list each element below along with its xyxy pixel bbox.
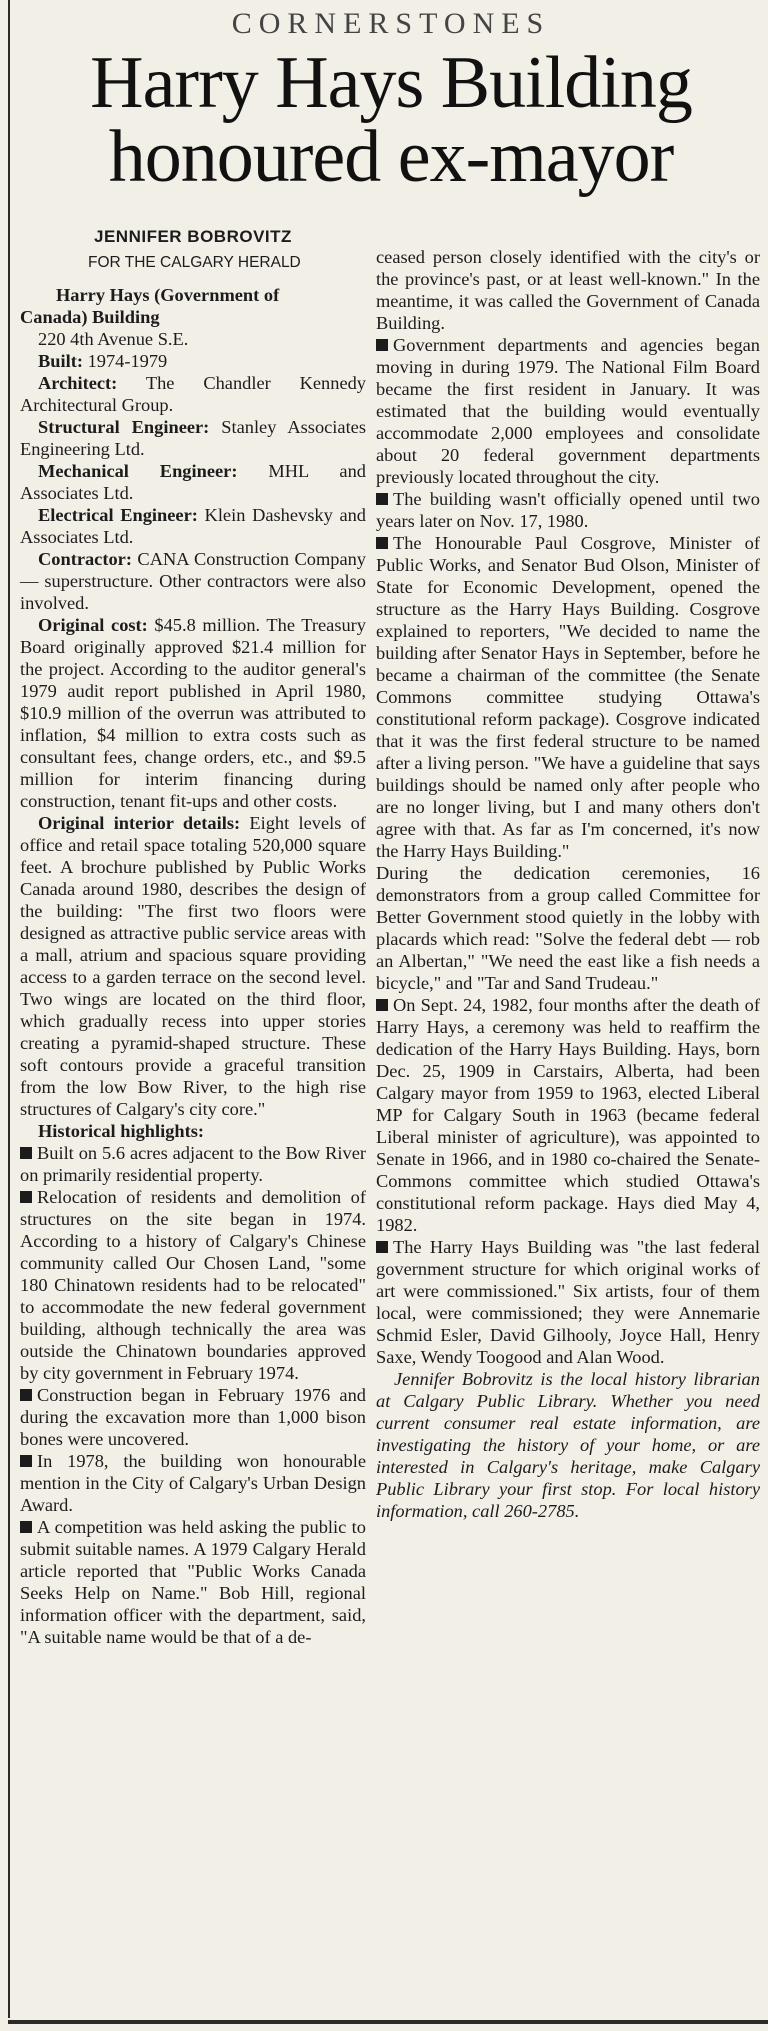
architect-entry [20,372,366,416]
bullet-square-icon [20,1191,32,1203]
historical-highlights-heading: Historical highlights: [38,1121,205,1141]
highlight-item [376,1236,760,1368]
headline-line-2: honoured ex-mayor [108,116,674,198]
info-title-line-2: Canada) Building [20,307,160,327]
highlight-text: The building wasn't officially opened until two years later on Nov. 17, 1980. [376,489,760,531]
structural-engineer-entry [20,416,366,460]
bullet-square-icon [20,1455,32,1467]
contractor-label: Contractor: [38,549,132,569]
info-box-title [20,284,366,328]
headline-line-1: Harry Hays Building [90,42,692,124]
highlight-text: Built on 5.6 acres adjacent to the Bow River on primarily residential property. [20,1143,366,1185]
section-kicker: CORNERSTONES [231,7,551,40]
highlight-text: A competition was held asking the public to submit suitable names. A 1979 Calgary Herald article reported that "Public Works Canada Seeks Help on Name." Bob Hill, regional information officer with the department, said, "A suitable name would be that of a de- [20,1517,366,1647]
highlight-text: Government departments and agencies began moving in during 1979. The National Film Board became the first resident in January. It was estimated that the building would eventually accommodate 2,000 employees and consolidate about 20 federal government departments previously located throughout the city. [376,335,760,487]
electrical-engineer-entry [20,504,366,548]
highlight-item [20,1450,366,1516]
highlight-item [20,1186,366,1384]
bottom-rule [8,2020,768,2024]
dedication-paragraph: During the dedication ceremonies, 16 demonstrators from a group called Committee for Better Government stood quietly in the lobby with placards which read: "Solve the federal debt — rob an Albertan," "We need the east like a fish needs a bicycle," and "Tar and Sand Trudeau." [376,863,760,993]
mechanical-engineer-entry [20,460,366,504]
structural-engineer-value: Stanley Associates Engineering Ltd. [20,417,366,459]
original-cost-value: $45.8 million. The Treasury Board originally approved $21.4 million for the project. According to the auditor general's 1979 audit report published in April 1980, $10.9 million of the overrun was attributed to inflation, $4 million to extra costs such as consultant fees, change orders, etc., and $9.5 million for interim financing during construction, tenant fit-ups and other costs. [20,615,366,811]
column-left [20,226,366,1648]
article-header [14,6,768,198]
interior-details-label: Original interior details: [38,813,241,833]
bullet-square-icon [376,1241,388,1253]
highlight-text: The Harry Hays Building was "the last federal government structure for which original works of art were commissioned." Six artists, four of them local, were commissioned; they were Annemarie Schmid Esler, David Gilhooly, Joyce Hall, Henry Saxe, Wendy Toogood and Alan Wood. [376,1237,760,1367]
continued-paragraph: ceased person closely identified with the city's or the province's past, or at least well-known." In the meantime, it was called the Government of Canada Building. [376,247,760,333]
highlight-text: Relocation of residents and demolition of structures on the site began in 1974. According to a history of Calgary's Chinese community called Our Chosen Land, "some 180 Chinatown residents had to be relocated" to accommodate the new federal government building, although technically the area was outside the Chinatown boundaries approved by city government in February 1974. [20,1187,366,1383]
electrical-engineer-value: Klein Dashevsky and Associates Ltd. [20,505,366,547]
bullet-square-icon [376,339,388,351]
byline-affiliation: FOR THE CALGARY HERALD [88,254,301,271]
architect-value: The Chandler Kennedy Architectural Group. [20,373,366,415]
highlight-item [20,1516,366,1648]
highlight-item [376,994,760,1236]
bullet-square-icon [376,537,388,549]
contractor-value: CANA Construction Company — superstructure. Other contractors were also involved. [20,549,366,613]
highlight-item [20,1384,366,1450]
building-address: 220 4th Avenue S.E. [38,329,189,349]
byline-name: JENNIFER BOBROVITZ [94,227,292,246]
electrical-engineer-label: Electrical Engineer: [38,505,198,525]
author-tagline: Jennifer Bobrovitz is the local history librarian at Calgary Public Library. Whether you need current consumer real estate information, are investigating the history of your home, or are interested in Calgary's heritage, make Calgary Public Library your first stop. For local history information, call 260-2785. [376,1369,760,1521]
left-column-rule [8,0,10,2018]
bullet-square-icon [376,493,388,505]
highlight-text: Construction began in February 1976 and during the excavation more than 1,000 bison bones were uncovered. [20,1385,366,1449]
info-title-line-1: Harry Hays (Government of [56,285,280,305]
built-label: Built: [38,351,83,371]
bullet-square-icon [20,1147,32,1159]
bullet-square-icon [20,1389,32,1401]
mechanical-engineer-label: Mechanical Engineer: [38,461,238,481]
highlight-item [376,334,760,488]
interior-details-entry [20,812,366,1120]
highlight-text: In 1978, the building won honourable mention in the City of Calgary's Urban Design Award. [20,1451,366,1515]
original-cost-label: Original cost: [38,615,148,635]
highlight-item [376,532,760,862]
bullet-square-icon [376,999,388,1011]
highlight-text: On Sept. 24, 1982, four months after the death of Harry Hays, a ceremony was held to reaffirm the dedication of the Harry Hays Building. Hays, born Dec. 25, 1909 in Carstairs, Alberta, had been Calgary mayor from 1959 to 1963, elected Liberal MP for Calgary South in 1963 (became federal Liberal minister of agriculture), was appointed to Senate in 1966, and in 1980 co-chaired the Senate-Commons committee which studied Ottawa's constitutional reform package. Hays died May 4, 1982. [376,995,760,1235]
bullet-square-icon [20,1521,32,1533]
headline [14,42,768,198]
mechanical-engineer-value: MHL and Associates Ltd. [20,461,366,503]
interior-details-value: Eight levels of office and retail space totaling 520,000 square feet. A brochure published by Public Works Canada around 1980, describes the design of the building: "The first two floors were designed as attractive public service areas with a mall, atrium and spacious square providing access to a garden terrace on the second level. Two wings are located on the third floor, which gradually recess into upper stories creating a pyramid-shaped structure. These soft contours provide a graceful transition from the low Bow River, to the high rise structures of Calgary's city core." [20,813,366,1119]
architect-label: Architect: [38,373,118,393]
built-value: 1974-1979 [82,351,168,371]
built-entry [20,350,366,372]
contractor-entry [20,548,366,614]
original-cost-entry [20,614,366,812]
column-right [376,246,760,1522]
highlight-text: The Honourable Paul Cosgrove, Minister of Public Works, and Senator Bud Olson, Minister of State for Economic Development, opened the structure as the Harry Hays Building. Cosgrove explained to reporters, "We decided to name the building after Senator Hays in September, before he became a chairman of the committee (the Senate Commons committee studying Ottawa's constitutional reform package). Cosgrove indicated that it was the first federal structure to be named after a living person. "We have a guideline that says buildings should be named only after people who are no longer living, but I and many others don't agree with that. As far as I'm concerned, it's now the Harry Hays Building." [376,533,760,861]
structural-engineer-label: Structural Engineer: [38,417,210,437]
highlight-item [20,1142,366,1186]
highlight-item [376,488,760,532]
